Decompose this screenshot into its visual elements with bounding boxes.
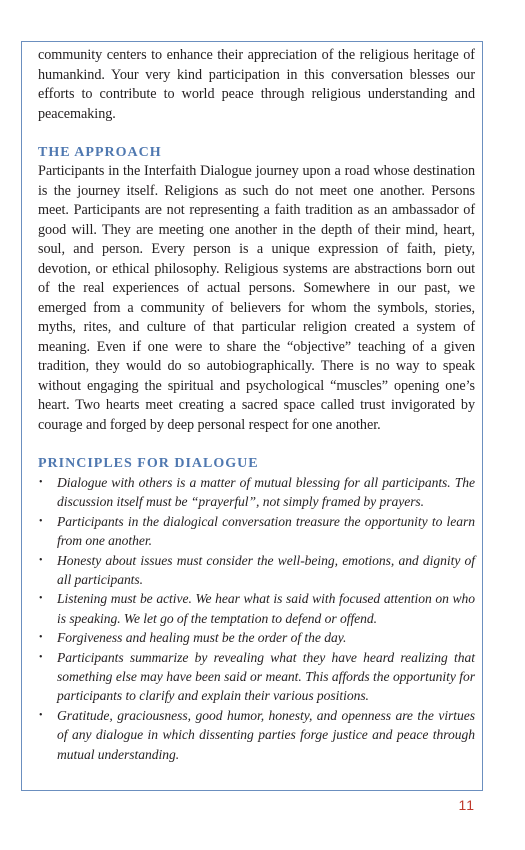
principle-text: Participants summarize by revealing what they have heard realizing that something else may have been said or meant. This affords the opportunity for participants to clarify and explain their various positions. — [57, 649, 475, 704]
bullet-icon: • — [39, 709, 43, 721]
principle-text: Forgiveness and healing must be the order of the day. — [57, 630, 347, 646]
approach-paragraph: Participants in the Interfaith Dialogue journey upon a road whose destination is the journey itself. Religions as such do not meet one another. Persons meet. Participants are not representing a faith tradition as an ambassador of good will. They are meeting one another in the depth of their mind, heart, soul, and person. Every person is a unique expression of faith, piety, devotion, or ethical philosophy. Religious systems are abstractions born out of the real experiences of actual persons. Somewhere in our past, we emerged from a community of believers for whom the symbols, stories, myths, rites, and culture of that particular religion created a system of meaning. Even if one were to share the “objective” teaching of a given tradition, they would do so autobiographically. There is no way to speak without engaging the spiritual and psychological “muscles” opening one’s heart. Two hearts meet creating a sacred space called trust invigorated by courage and forged by deep personal respect for one another. — [38, 163, 475, 433]
principles-list — [38, 473, 475, 764]
principle-item — [38, 628, 475, 647]
bullet-icon: • — [39, 593, 43, 605]
page-content — [38, 46, 475, 764]
principle-text: Gratitude, graciousness, good humor, honesty, and openness are the virtues of any dialogue in which dissenting parties forge justice and peace through mutual understanding. — [57, 707, 475, 762]
principle-text: Dialogue with others is a matter of mutual blessing for all participants. The discussion itself must be “prayerful”, not simply framed by prayers. — [57, 475, 475, 510]
bullet-icon: • — [39, 632, 43, 644]
principle-text: Listening must be active. We hear what is said with focused attention on who is speaking. We let go of the temptation to defend or offend. — [57, 591, 475, 626]
principle-item — [38, 512, 475, 551]
bullet-icon: • — [39, 515, 43, 527]
bullet-icon: • — [39, 477, 43, 488]
bullet-icon: • — [39, 651, 43, 663]
principle-item — [38, 473, 475, 512]
bullet-icon: • — [39, 554, 43, 566]
principle-item — [38, 551, 475, 590]
principle-item — [38, 706, 475, 764]
principle-item — [38, 589, 475, 628]
approach-heading: THE APPROACH — [38, 145, 162, 160]
principle-item — [38, 648, 475, 706]
page-number: 11 — [458, 797, 475, 813]
intro-paragraph: community centers to enhance their appreciation of the religious heritage of humankind. Your very kind participation in this conversation blesses our efforts to contribute to world peace through religious understanding and peacemaking. — [38, 47, 475, 122]
principles-heading: PRINCIPLES FOR DIALOGUE — [38, 456, 259, 471]
principle-text: Participants in the dialogical conversation treasure the opportunity to learn from one another. — [57, 513, 475, 549]
principle-text: Honesty about issues must consider the well-being, emotions, and dignity of all participants. — [57, 552, 475, 588]
